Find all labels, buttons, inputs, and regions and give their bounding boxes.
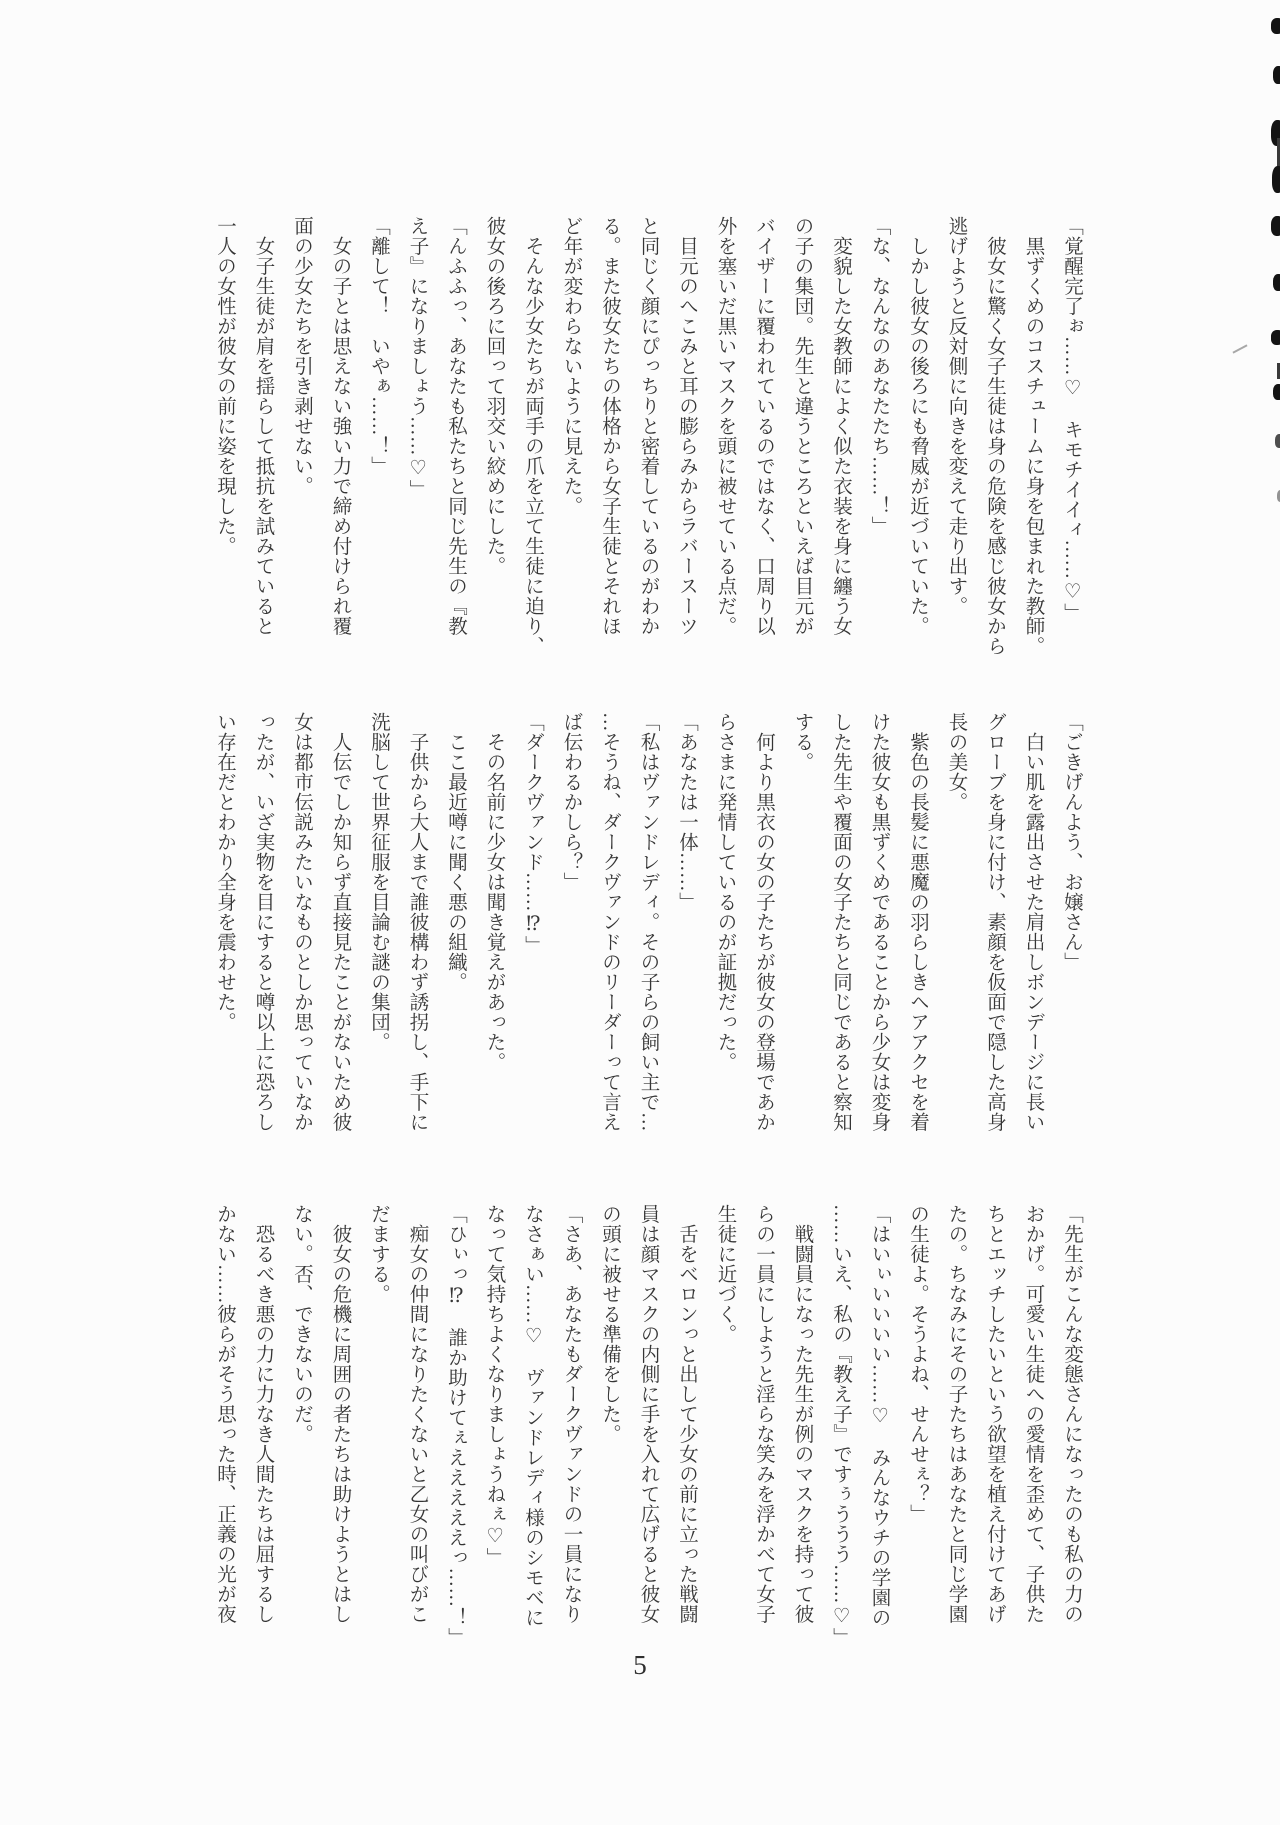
text-column: 女は都市伝説みたいなものとしか思っていなか <box>291 712 312 1132</box>
text-column: の生徒よ。そうよね、せんせぇ？」 <box>907 1204 928 1524</box>
text-column: 舌をベロンっと出して少女の前に立った戦闘 <box>676 1204 697 1624</box>
text-column: ば伝わるかしら？」 <box>560 712 582 892</box>
text-column: バイザーに覆われているのではなく、口周り以 <box>753 216 774 636</box>
text-column: 「な、なんなのあなたたち……！」 <box>868 216 890 536</box>
text-column: 「んふふっ、あなたも私たちと同じ先生の『教 <box>445 216 466 636</box>
text-column: 長の美女。 <box>945 712 967 812</box>
text-column: ったが、いざ実物を目にすると噂以上に恐ろし <box>252 712 274 1132</box>
text-column: 彼女の危機に周囲の者たちは助けようとはし <box>329 1204 351 1624</box>
text-column: の頭に被せる準備をした。 <box>599 1204 620 1444</box>
text-column: 一人の女性が彼女の前に姿を現した。 <box>214 216 235 556</box>
text-column: ど年が変わらないように見えた。 <box>560 216 582 516</box>
text-column: 戦闘員になった先生が例のマスクを持って彼 <box>791 1204 813 1624</box>
binding-mark <box>1273 384 1280 400</box>
binding-mark <box>1271 330 1280 345</box>
text-column: ない。否、できないのだ。 <box>291 1204 312 1444</box>
text-column: 変貌した女教師によく似た衣装を身に纏う女 <box>830 216 851 636</box>
text-column: その名前に少女は聞き覚えがあった。 <box>483 712 505 1072</box>
binding-mark <box>1273 274 1280 291</box>
text-column: 「はいぃいいいい……♡ みんなウチの学園の <box>868 1204 890 1628</box>
binding-mark <box>1275 434 1280 448</box>
text-column: 人伝でしか知らず直接見たことがないため彼 <box>329 712 351 1132</box>
text-block-top <box>205 216 1091 680</box>
text-column: 恐るべき悪の力に力なき人間たちは屈するし <box>252 1204 274 1624</box>
text-column: 「ダークヴァンド……⁉」 <box>522 712 543 956</box>
text-column: 洗脳して世界征服を目論む謎の集団。 <box>368 712 389 1052</box>
binding-mark <box>1271 18 1280 34</box>
text-column: 「覚醒完了ぉ……♡ キモチイイィ……♡」 <box>1061 216 1082 623</box>
text-column: 「先生がこんな変態さんになったのも私の力の <box>1061 1204 1082 1624</box>
text-column: 生徒に近づく。 <box>714 1204 736 1344</box>
binding-mark <box>1272 166 1280 193</box>
text-column: 「ひぃっ⁉ 誰か助けてぇえええええっ……！」 <box>445 1204 466 1648</box>
text-column: けた彼女も黒ずくめであることから少女は変身 <box>868 712 890 1132</box>
text-column: 何より黒衣の女の子たちが彼女の登場であか <box>753 712 774 1132</box>
text-column: だまする。 <box>368 1204 389 1304</box>
text-column: え子』になりましょう……♡」 <box>406 216 428 500</box>
text-column: 「ごきげんよう、お嬢さん」 <box>1061 712 1082 972</box>
text-column: 「離して！ いやぁ……！」 <box>368 216 389 476</box>
text-column: 員は顔マスクの内側に手を入れて広げると彼女 <box>637 1204 659 1624</box>
text-column: 「さあ、あなたもダークヴァンドの一員になり <box>560 1204 582 1624</box>
binding-mark <box>1271 216 1280 236</box>
text-column: グローブを身に付け、素顔を仮面で隠した高身 <box>984 712 1005 1132</box>
text-column: 白い肌を露出させた肩出しボンデージに長い <box>1022 712 1044 1132</box>
text-column: 彼女に驚く女子生徒は身の危険を感じ彼女から <box>984 216 1005 656</box>
text-column: そんな少女たちが両手の爪を立て生徒に迫り、 <box>522 216 543 656</box>
text-column: なさぁい……♡ ヴァンドレディ様のシモベに <box>522 1204 543 1628</box>
text-column: 痴女の仲間になりたくないと乙女の叫びがこ <box>406 1204 428 1624</box>
text-column: 目元のへこみと耳の膨らみからラバースーツ <box>676 216 697 636</box>
text-column: の子の集団。先生と違うところといえば目元が <box>791 216 813 636</box>
text-column: しかし彼女の後ろにも脅威が近づいていた。 <box>907 216 928 636</box>
page-number: 5 <box>633 1650 647 1680</box>
text-column: 外を塞いだ黒いマスクを頭に被せている点だ。 <box>714 216 736 636</box>
text-column: 「あなたは一体……」 <box>676 712 697 912</box>
text-column: 紫色の長髪に悪魔の羽らしきヘアアクセを着 <box>907 712 928 1132</box>
text-column: らさまに発情しているのが証拠だった。 <box>714 712 736 1072</box>
text-column: い存在だとわかり全身を震わせた。 <box>214 712 235 1032</box>
text-column: ちとエッチしたいという欲望を植え付けてあげ <box>984 1204 1005 1624</box>
text-column: る。また彼女たちの体格から女子生徒とそれほ <box>599 216 620 636</box>
text-column: おかげ。可愛い生徒への愛情を歪めて、子供た <box>1022 1204 1044 1624</box>
text-column: ……いえ、私の『教え子』ですぅううう……♡」 <box>830 1204 851 1648</box>
text-column: する。 <box>791 712 813 772</box>
text-block-bottom <box>205 1204 1091 1668</box>
binding-mark <box>1273 66 1280 84</box>
text-column: 子供から大人まで誰彼構わず誘拐し、手下に <box>406 712 428 1132</box>
text-column: …そうね、ダークヴァンドのリーダーって言え <box>599 712 620 1132</box>
text-column: 女の子とは思えない強い力で締め付けられ覆 <box>329 216 351 636</box>
text-column: 「私はヴァンドレディ。その子らの飼い主で… <box>637 712 659 1132</box>
text-column: かない……彼らがそう思った時、正義の光が夜 <box>214 1204 235 1624</box>
text-column: 逃げようと反対側に向きを変えて走り出す。 <box>945 216 967 616</box>
scratch-mark <box>1232 344 1247 353</box>
text-column: した先生や覆面の女子たちと同じであると察知 <box>830 712 851 1132</box>
text-column: らの一員にしようと淫らな笑みを浮かべて女子 <box>753 1204 774 1624</box>
text-column: たの。ちなみにその子たちはあなたと同じ学園 <box>945 1204 967 1624</box>
text-column: と同じく顔にぴっちりと密着しているのがわか <box>637 216 659 636</box>
text-column: ここ最近噂に聞く悪の組織。 <box>445 712 466 992</box>
text-column: なって気持ちよくなりましょうねぇ♡」 <box>483 1204 505 1568</box>
text-column: 女子生徒が肩を揺らして抵抗を試みていると <box>252 216 274 636</box>
text-column: 彼女の後ろに回って羽交い絞めにした。 <box>483 216 505 576</box>
text-block-middle <box>205 712 1091 1176</box>
text-column: 面の少女たちを引き剥せない。 <box>291 216 312 496</box>
text-column: 黒ずくめのコスチュームに身を包まれた教師。 <box>1022 216 1044 656</box>
